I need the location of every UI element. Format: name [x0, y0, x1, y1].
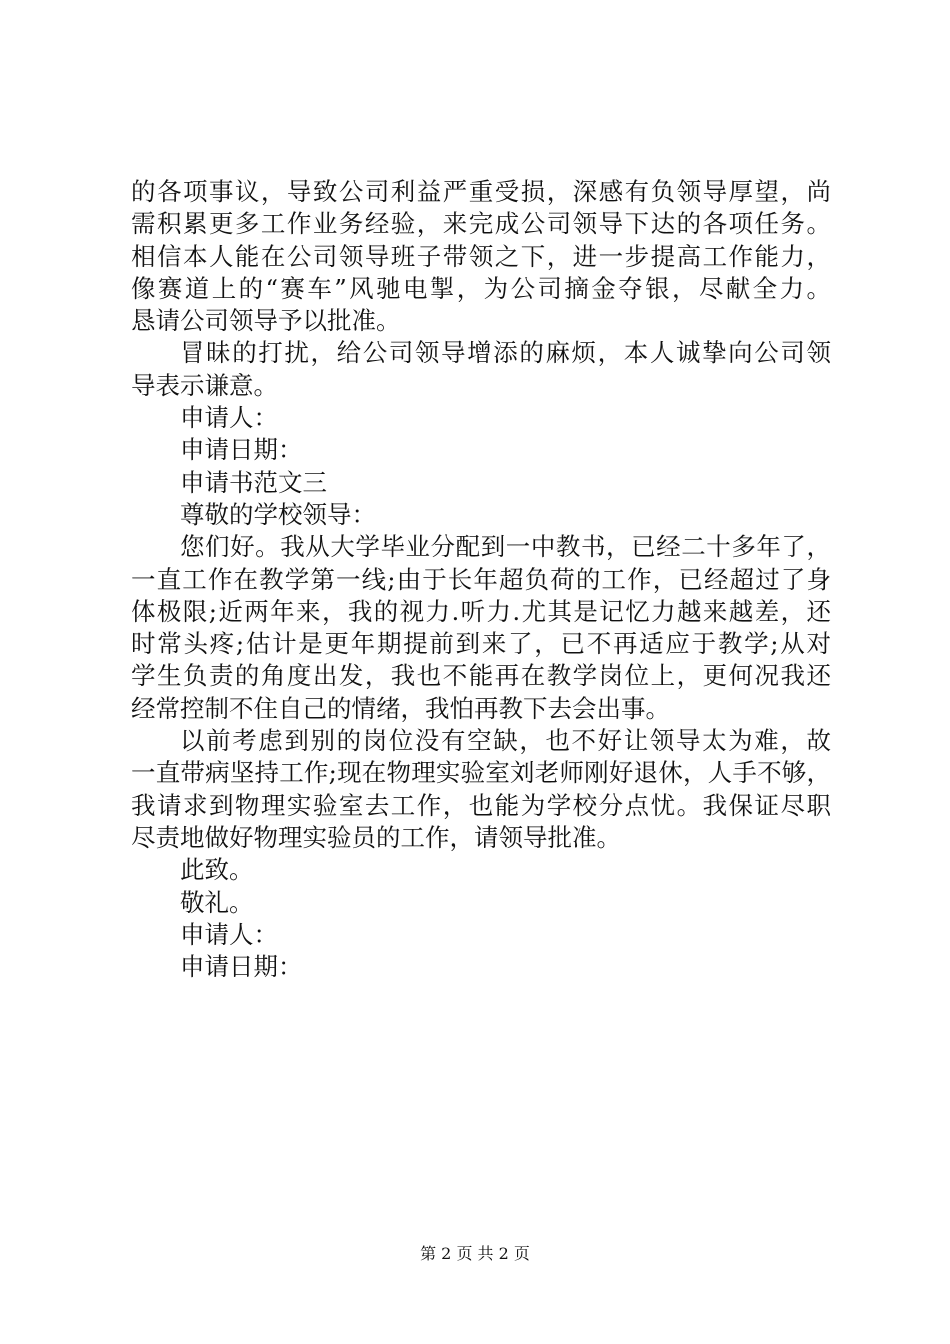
text-line: 一直带病坚持工作;现在物理实验室刘老师刚好退休，人手不够， — [131, 758, 831, 788]
section-heading: 申请书范文三 — [180, 467, 327, 497]
application-date-label: 申请日期： — [180, 435, 303, 465]
text-line: 时常头疼;估计是更年期提前到来了，已不再适应于教学;从对 — [131, 629, 831, 659]
text-line: 需积累更多工作业务经验，来完成公司领导下达的各项任务。 — [131, 209, 831, 239]
applicant-label: 申请人： — [180, 919, 278, 949]
text-line: 导表示谦意。 — [131, 370, 278, 400]
closing-line: 敬礼。 — [180, 887, 254, 917]
text-line: 一直工作在教学第一线;由于长年超负荷的工作，已经超过了身 — [131, 564, 831, 594]
salutation: 尊敬的学校领导： — [180, 499, 376, 529]
paragraph-start-line: 冒昧的打扰，给公司领导增添的麻烦，本人诚挚向公司领 — [180, 338, 831, 368]
closing-line: 此致。 — [180, 855, 254, 885]
page-footer: 第 2 页 共 2 页 — [420, 1244, 530, 1263]
applicant-label: 申请人： — [180, 403, 278, 433]
text-line: 体极限;近两年来，我的视力.听力.尤其是记忆力越来越差，还 — [131, 596, 831, 626]
application-date-label: 申请日期： — [180, 952, 303, 982]
text-line: 经常控制不住自己的情绪，我怕再教下去会出事。 — [131, 693, 670, 723]
text-line: 像赛道上的“赛车”风驰电掣，为公司摘金夺银，尽献全力。 — [131, 273, 831, 303]
text-line: 我请求到物理实验室去工作，也能为学校分点忧。我保证尽职 — [131, 790, 831, 820]
text-line: 学生负责的角度出发，我也不能再在教学岗位上，更何况我还 — [131, 661, 831, 691]
text-line: 相信本人能在公司领导班子带领之下，进一步提高工作能力， — [131, 241, 831, 271]
text-line: 恳请公司领导予以批准。 — [131, 306, 401, 336]
paragraph-start-line: 您们好。我从大学毕业分配到一中教书，已经二十多年了， — [180, 532, 831, 562]
document-body — [131, 176, 831, 983]
text-line: 的各项事议，导致公司利益严重受损，深感有负领导厚望，尚 — [131, 177, 831, 206]
paragraph-start-line: 以前考虑到别的岗位没有空缺，也不好让领导太为难，故 — [180, 726, 831, 756]
text-line: 尽责地做好物理实验员的工作，请领导批准。 — [131, 822, 621, 852]
